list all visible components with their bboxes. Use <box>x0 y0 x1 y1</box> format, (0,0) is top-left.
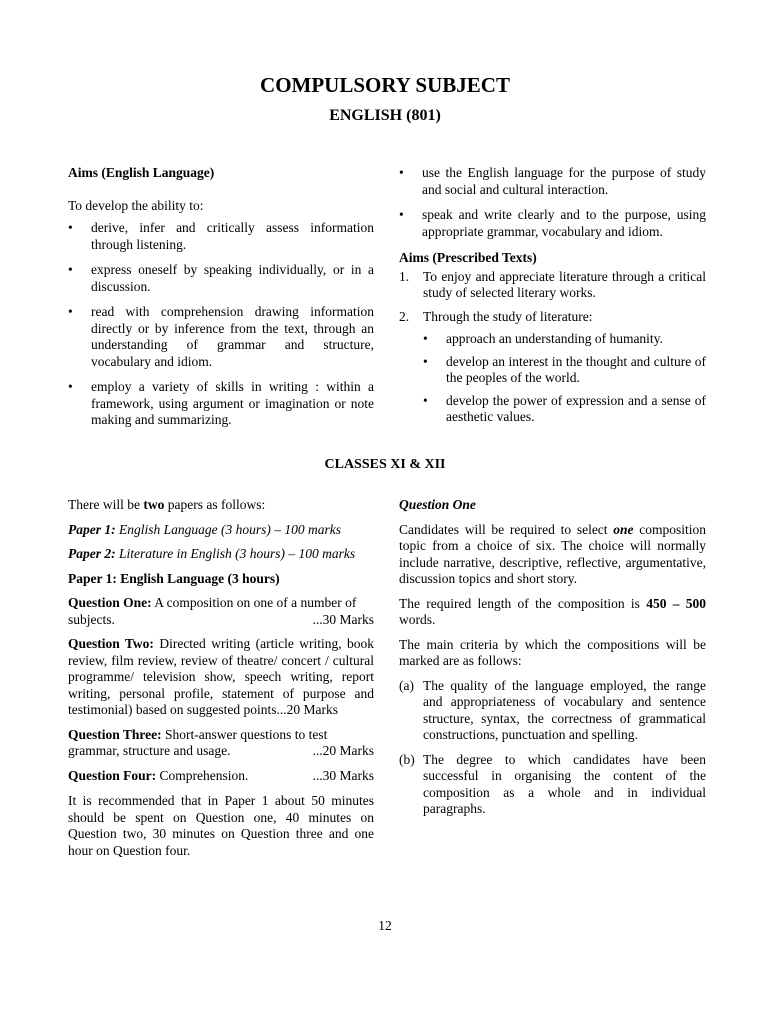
papers-section <box>68 497 374 859</box>
list-item: • approach an understanding of humanity. <box>423 331 663 346</box>
question-three-entry: Question Three: Short-answer questions to test grammar, structure and usage. ...20 Marks <box>68 726 374 758</box>
question-two-entry: Question Two: Directed writing (article writing, book review, film review, review of theatre/ concert / cultural programme/ television show, speech writing, report writing, personal profile, statement of purpose and testimonial) based on suggested points...20 Marks <box>68 636 375 717</box>
list-item: • speak and write clearly and to the purpose, using appropriate grammar, vocabulary and idiom. <box>399 207 706 239</box>
paper1-line: Paper 1: English Language (3 hours) – 100 marks <box>68 521 341 537</box>
bullet-icon: • <box>68 220 73 235</box>
question-one-entry: Question One: A composition on one of a number of subjects. ...30 Marks <box>68 595 374 627</box>
list-item: 1. To enjoy and appreciate literature through a critical study of selected literary works. <box>399 268 706 300</box>
page-subtitle: ENGLISH (801) <box>329 107 441 124</box>
paper1-heading: Paper 1: English Language (3 hours) <box>68 570 280 586</box>
aims-prescribed-heading: Aims (Prescribed Texts) <box>399 250 537 265</box>
list-item: • read with comprehension drawing information directly or by inference from the text, through an understanding of grammar and structure, vocabulary and idiom. <box>68 304 374 369</box>
time-recommendation: It is recommended that in Paper 1 about 50 minutes should be spent on Question one, 40 minutes on Question two, 30 minutes on Question three and one hour on Question four. <box>68 793 374 858</box>
bullet-icon: • <box>423 353 428 369</box>
paper2-line: Paper 2: Literature in English (3 hours) – 100 marks <box>68 546 356 561</box>
composition-length: The required length of the composition is 450 – 500 words. <box>399 595 707 627</box>
list-item: • employ a variety of skills in writing : within a framework, using argument or imagination or note making and summarizing. <box>68 379 374 427</box>
criteria-intro: The main criteria by which the compositions will be marked are as follows: <box>399 636 706 668</box>
list-item: (a) The quality of the language employed, the range and appropriateness of vocabulary and sentence structure, syntax, the correctness of grammatical constructions, punctuation and spelling. <box>399 677 706 742</box>
bullet-icon: • <box>423 331 428 346</box>
aims-prescribed-list <box>399 269 706 326</box>
classes-heading: CLASSES XI & XII <box>324 457 446 472</box>
list-item: • express oneself by speaking individually, or in a discussion. <box>68 262 374 294</box>
list-item: (b) The degree to which candidates have been successful in organising the content of the composition as a whole and in individual paragraphs. <box>399 751 706 816</box>
marks-value: ...30 Marks <box>312 611 374 627</box>
bullet-icon: • <box>68 379 73 394</box>
bullet-icon: • <box>68 262 73 277</box>
aims-language-intro: To develop the ability to: <box>68 197 204 213</box>
list-item: • derive, infer and critically assess information through listening. <box>68 220 374 252</box>
aims-language-heading: Aims (English Language) <box>68 165 215 180</box>
question-one-section <box>399 497 706 818</box>
bullet-icon: • <box>423 392 428 408</box>
bullet-icon: • <box>68 304 73 319</box>
bullet-icon: • <box>399 165 404 180</box>
question-four-entry: Question Four: Comprehension. ...30 Marks <box>68 767 374 783</box>
page-title: COMPULSORY SUBJECT <box>260 73 510 97</box>
bullet-icon: • <box>399 207 404 222</box>
page-number: 12 <box>378 918 392 933</box>
aims-continued-section <box>399 165 706 426</box>
criteria-list <box>399 678 706 818</box>
list-item: • develop an interest in the thought and culture of the peoples of the world. <box>423 353 706 385</box>
list-item: • develop the power of expression and a sense of aesthetic values. <box>423 392 706 424</box>
papers-intro: There will be two papers as follows: <box>68 497 266 512</box>
aims-language-list-continued <box>399 165 706 240</box>
list-item: • use the English language for the purpose of study and social and cultural interaction. <box>399 165 706 197</box>
question-one-heading: Question One <box>399 497 476 512</box>
aims-prescribed-sublist <box>399 331 706 426</box>
aims-language-section <box>68 165 374 429</box>
question-one-description: Candidates will be required to select one composition topic from a choice of six. The choice will normally include narrative, descriptive, reflective, argumentative, discussion topics and short story. <box>399 521 707 586</box>
marks-value: ...20 Marks <box>312 743 374 758</box>
aims-language-list <box>68 220 374 429</box>
marks-value: ...30 Marks <box>312 767 374 783</box>
list-item: 2. Through the study of literature: <box>399 308 593 324</box>
